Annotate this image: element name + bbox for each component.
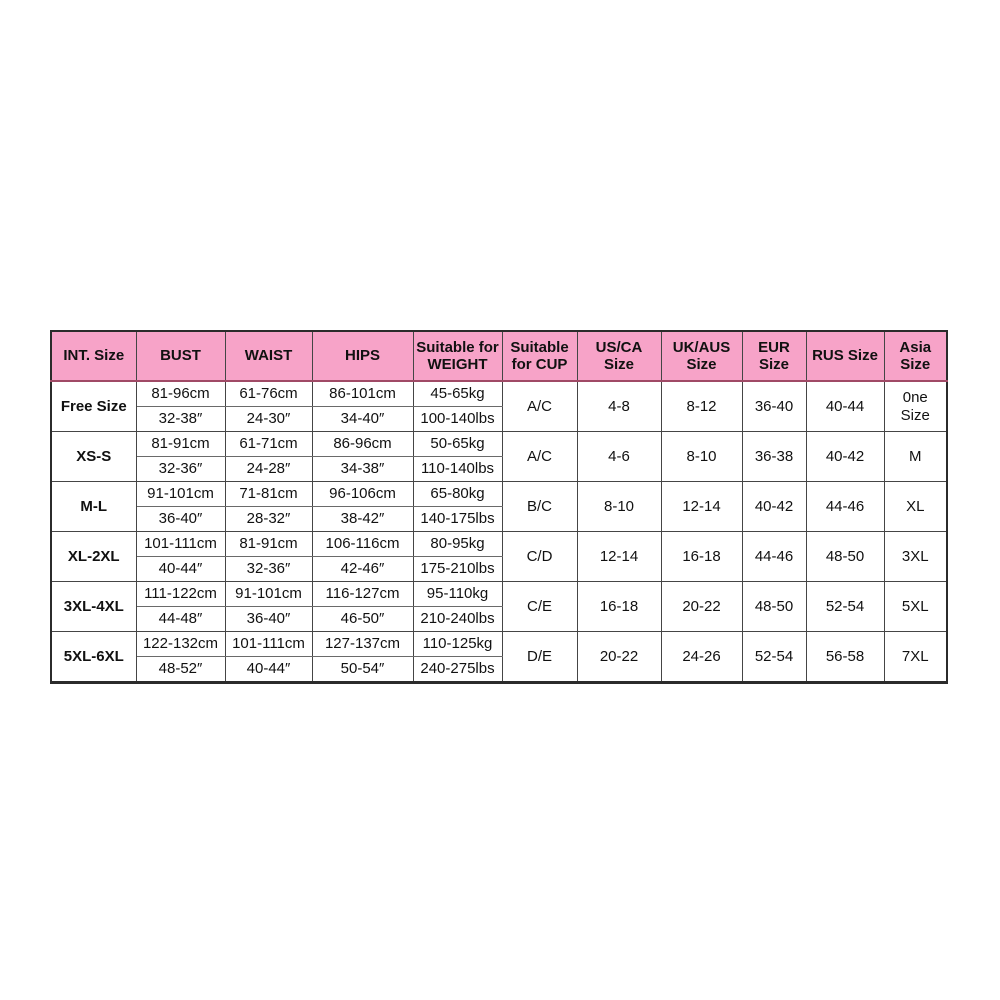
size-chart-header [51, 331, 947, 381]
cell-rus: 40-42 [806, 432, 884, 482]
cell-us_ca: 12-14 [577, 532, 661, 582]
cell-rus: 48-50 [806, 532, 884, 582]
cell-weight_kg: 50-65kg [413, 432, 502, 457]
cell-waist_cm: 91-101cm [225, 582, 312, 607]
cell-rus: 56-58 [806, 632, 884, 683]
cell-uk_aus: 12-14 [661, 482, 742, 532]
cell-cup: A/C [502, 432, 577, 482]
size-row-1-metric [51, 432, 947, 457]
cell-weight_lbs: 110-140lbs [413, 457, 502, 482]
cell-hips_in: 50-54″ [312, 657, 413, 683]
size-name-cell: XL-2XL [51, 532, 136, 582]
cell-rus: 40-44 [806, 381, 884, 432]
size-chart-body [51, 381, 947, 683]
cell-bust_cm: 101-111cm [136, 532, 225, 557]
size-row-5-metric [51, 632, 947, 657]
cell-rus: 52-54 [806, 582, 884, 632]
column-header-waist: WAIST [225, 331, 312, 381]
cell-bust_in: 44-48″ [136, 607, 225, 632]
cell-bust_cm: 122-132cm [136, 632, 225, 657]
cell-weight_kg: 65-80kg [413, 482, 502, 507]
cell-waist_cm: 101-111cm [225, 632, 312, 657]
cell-asia: 7XL [884, 632, 947, 683]
cell-us_ca: 4-8 [577, 381, 661, 432]
cell-waist_cm: 81-91cm [225, 532, 312, 557]
cell-waist_cm: 71-81cm [225, 482, 312, 507]
cell-asia: 0ne Size [884, 381, 947, 432]
cell-hips_cm: 86-101cm [312, 381, 413, 407]
column-header-uk_aus: UK/AUS Size [661, 331, 742, 381]
column-header-bust: BUST [136, 331, 225, 381]
cell-us_ca: 16-18 [577, 582, 661, 632]
cell-us_ca: 8-10 [577, 482, 661, 532]
column-header-rus: RUS Size [806, 331, 884, 381]
size-name-cell: 3XL-4XL [51, 582, 136, 632]
cell-eur: 44-46 [742, 532, 806, 582]
cell-hips_in: 42-46″ [312, 557, 413, 582]
size-name-cell: Free Size [51, 381, 136, 432]
cell-cup: D/E [502, 632, 577, 683]
cell-cup: B/C [502, 482, 577, 532]
cell-cup: C/E [502, 582, 577, 632]
cell-weight_lbs: 240-275lbs [413, 657, 502, 683]
cell-weight_lbs: 175-210lbs [413, 557, 502, 582]
cell-eur: 36-40 [742, 381, 806, 432]
size-row-2-metric [51, 482, 947, 507]
cell-eur: 40-42 [742, 482, 806, 532]
cell-bust_cm: 111-122cm [136, 582, 225, 607]
cell-weight_kg: 80-95kg [413, 532, 502, 557]
cell-waist_cm: 61-76cm [225, 381, 312, 407]
cell-waist_cm: 61-71cm [225, 432, 312, 457]
cell-hips_in: 38-42″ [312, 507, 413, 532]
size-chart-wrap [50, 330, 946, 684]
column-header-eur: EUR Size [742, 331, 806, 381]
cell-hips_cm: 106-116cm [312, 532, 413, 557]
size-row-3-metric [51, 532, 947, 557]
size-row-4-metric [51, 582, 947, 607]
cell-waist_in: 24-28″ [225, 457, 312, 482]
cell-us_ca: 4-6 [577, 432, 661, 482]
cell-weight_lbs: 100-140lbs [413, 407, 502, 432]
size-name-cell: M-L [51, 482, 136, 532]
cell-asia: 3XL [884, 532, 947, 582]
cell-waist_in: 40-44″ [225, 657, 312, 683]
cell-waist_in: 32-36″ [225, 557, 312, 582]
cell-asia: 5XL [884, 582, 947, 632]
cell-hips_cm: 86-96cm [312, 432, 413, 457]
size-name-cell: 5XL-6XL [51, 632, 136, 683]
cell-uk_aus: 24-26 [661, 632, 742, 683]
column-header-asia: Asia Size [884, 331, 947, 381]
column-header-us_ca: US/CA Size [577, 331, 661, 381]
cell-hips_in: 46-50″ [312, 607, 413, 632]
cell-hips_in: 34-38″ [312, 457, 413, 482]
cell-hips_cm: 116-127cm [312, 582, 413, 607]
cell-bust_cm: 81-96cm [136, 381, 225, 407]
cell-eur: 48-50 [742, 582, 806, 632]
column-header-hips: HIPS [312, 331, 413, 381]
size-row-0-metric [51, 381, 947, 407]
cell-waist_in: 28-32″ [225, 507, 312, 532]
cell-asia: XL [884, 482, 947, 532]
cell-hips_cm: 127-137cm [312, 632, 413, 657]
cell-weight_lbs: 140-175lbs [413, 507, 502, 532]
cell-uk_aus: 8-10 [661, 432, 742, 482]
column-header-size: INT. Size [51, 331, 136, 381]
cell-bust_in: 32-36″ [136, 457, 225, 482]
cell-weight_kg: 110-125kg [413, 632, 502, 657]
cell-weight_kg: 45-65kg [413, 381, 502, 407]
cell-uk_aus: 8-12 [661, 381, 742, 432]
cell-eur: 52-54 [742, 632, 806, 683]
cell-asia: M [884, 432, 947, 482]
cell-uk_aus: 20-22 [661, 582, 742, 632]
size-chart-table [50, 330, 948, 684]
cell-uk_aus: 16-18 [661, 532, 742, 582]
header-row [51, 331, 947, 381]
cell-bust_cm: 81-91cm [136, 432, 225, 457]
cell-bust_in: 32-38″ [136, 407, 225, 432]
size-name-cell: XS-S [51, 432, 136, 482]
cell-bust_in: 36-40″ [136, 507, 225, 532]
column-header-weight: Suitable for WEIGHT [413, 331, 502, 381]
cell-bust_in: 48-52″ [136, 657, 225, 683]
cell-weight_lbs: 210-240lbs [413, 607, 502, 632]
cell-hips_cm: 96-106cm [312, 482, 413, 507]
cell-rus: 44-46 [806, 482, 884, 532]
column-header-cup: Suitable for CUP [502, 331, 577, 381]
cell-waist_in: 36-40″ [225, 607, 312, 632]
cell-us_ca: 20-22 [577, 632, 661, 683]
cell-cup: A/C [502, 381, 577, 432]
cell-waist_in: 24-30″ [225, 407, 312, 432]
cell-weight_kg: 95-110kg [413, 582, 502, 607]
cell-hips_in: 34-40″ [312, 407, 413, 432]
cell-bust_cm: 91-101cm [136, 482, 225, 507]
cell-cup: C/D [502, 532, 577, 582]
cell-eur: 36-38 [742, 432, 806, 482]
cell-bust_in: 40-44″ [136, 557, 225, 582]
